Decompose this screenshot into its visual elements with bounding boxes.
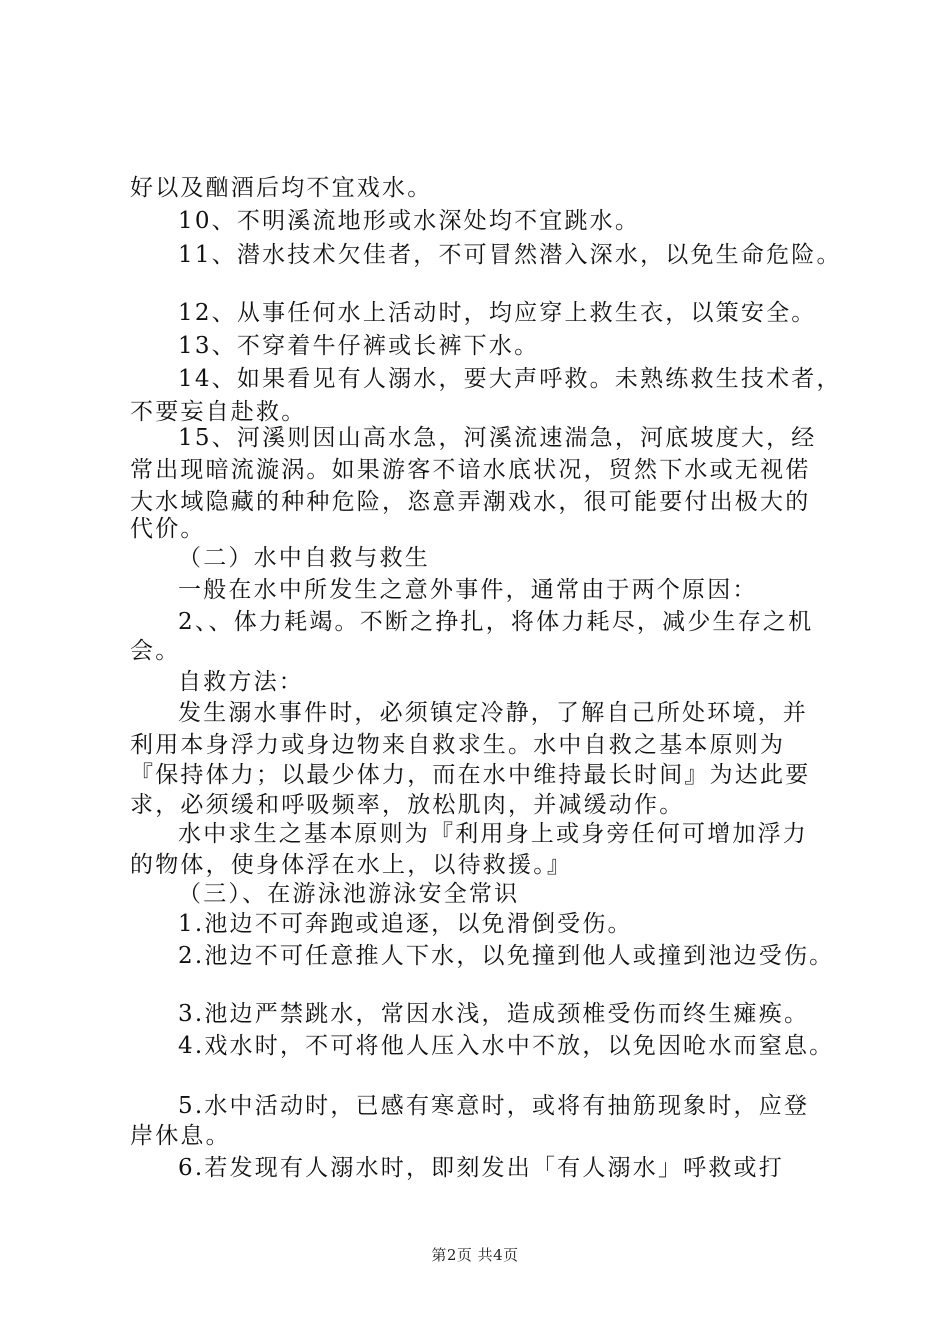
section-heading: （二）水中自救与救生: [178, 545, 430, 571]
text-line: 自救方法：: [178, 669, 304, 695]
text-line: 6.若发现有人溺水时，即刻发出「有人溺水」呼救或打: [178, 1155, 784, 1181]
text-line: 水中求生之基本原则为『利用身上或身旁任何可增加浮力: [178, 821, 808, 847]
text-line: 13、不穿着牛仔裤或长裤下水。: [178, 333, 540, 359]
text-line: 求，必须缓和呼吸频率，放松肌肉，并减缓动作。: [130, 792, 685, 818]
text-line: 岸休息。: [130, 1123, 231, 1149]
text-line: 『保持体力；以最少体力，而在水中维持最长时间』为达此要: [130, 762, 811, 788]
text-line: 发生溺水事件时，必须镇定冷静，了解自己所处环境，并: [178, 700, 808, 726]
text-line: 3.池边严禁跳水，常因水浅，造成颈椎受伤而终生瘫痪。: [178, 1001, 810, 1027]
text-line: 12、从事任何水上活动时，均应穿上救生衣，以策安全。: [178, 300, 817, 326]
text-line: 好以及酗酒后均不宜戏水。: [130, 175, 433, 201]
text-line: 大水域隐藏的种种危险，恣意弄潮戏水，很可能要付出极大的: [130, 489, 811, 515]
text-line: 利用本身浮力或身边物来自救求生。水中自救之基本原则为: [130, 732, 786, 758]
text-line: 5.水中活动时，已感有寒意时，或将有抽筋现象时，应登: [178, 1093, 810, 1119]
text-line: 10、不明溪流地形或水深处均不宜跳水。: [178, 208, 641, 234]
text-line: 一般在水中所发生之意外事件，通常由于两个原因：: [178, 577, 758, 603]
text-line: 11、潜水技术欠佳者，不可冒然潜入深水，以免生命危险。: [178, 242, 842, 268]
text-line: 常出现暗流漩涡。如果游客不谙水底状况，贸然下水或无视偌: [130, 457, 811, 483]
text-line: 2.池边不可任意推人下水，以免撞到他人或撞到池边受伤。: [178, 943, 835, 969]
section-heading: （三）、在游泳池游泳安全常识: [178, 881, 520, 907]
text-line: 的物体，使身体浮在水上，以待救援。』: [130, 852, 573, 878]
text-line: 会。: [130, 638, 181, 664]
text-line: 代价。: [130, 516, 206, 542]
page-number: 第2页 共4页: [431, 1246, 519, 1264]
text-line: 14、如果看见有人溺水，要大声呼救。未熟练救生技术者，: [178, 366, 842, 392]
text-line: 2、、体力耗竭。不断之挣扎，将体力耗尽，减少生存之机: [178, 609, 814, 635]
text-line: 4.戏水时，不可将他人压入水中不放，以免因呛水而窒息。: [178, 1033, 835, 1059]
text-line: 15、河溪则因山高水急，河溪流速湍急，河底坡度大，经: [178, 425, 817, 451]
text-line: 1.池边不可奔跑或追逐，以免滑倒受伤。: [178, 911, 633, 937]
text-line: 不要妄自赴救。: [130, 399, 307, 425]
